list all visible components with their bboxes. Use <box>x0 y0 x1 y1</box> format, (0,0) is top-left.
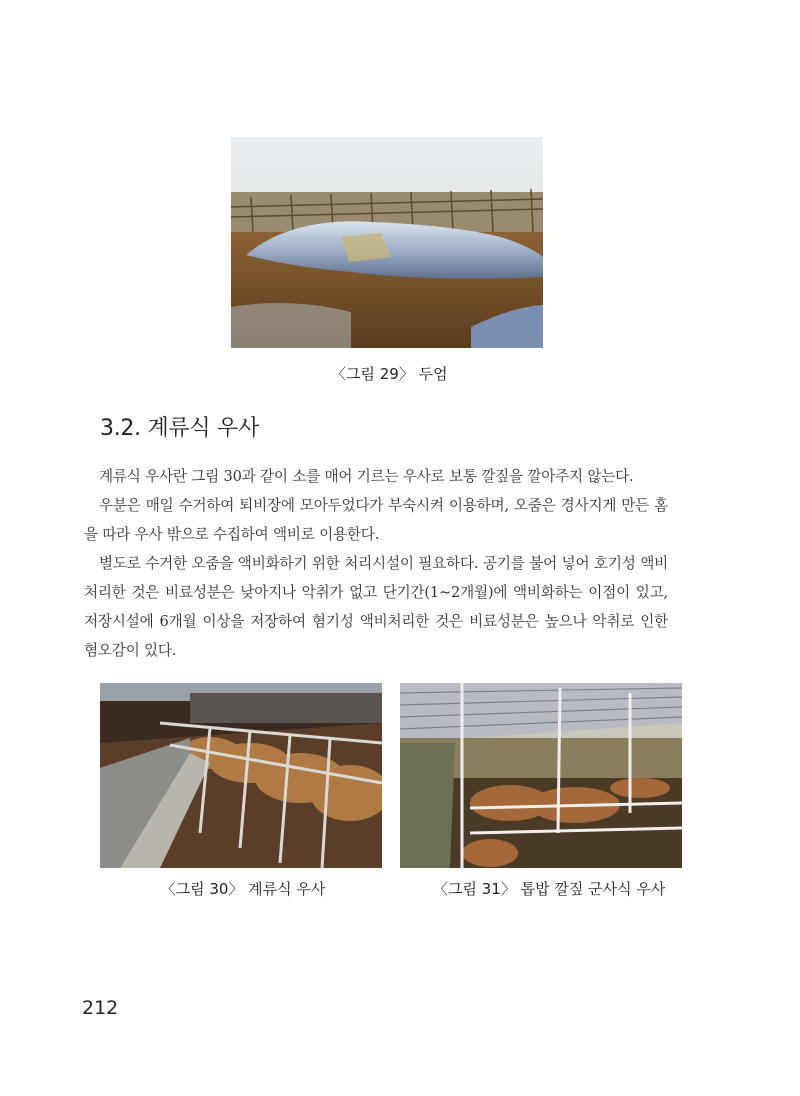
figure-29-caption: 〈그림 29〉 두엄 <box>331 365 448 383</box>
paragraph-3: 별도로 수거한 오줌을 액비화하기 위한 처리시설이 필요하다. 공기를 불어 넣어 호기성 액비처리한 것은 비료성분은 낮아지나 악취가 없고 단기간(1~2개월)에 액비화하는 이점이 있고, 저장시설에 6개월 이상을 저장하여 혐기성 액비처리한 것은 비료성분은 높으나 악취로 인한 혐오감이 있다. <box>84 555 668 659</box>
figure-31-photo <box>400 683 682 868</box>
figure-30-caption: 〈그림 30〉 계류식 우사 <box>160 880 326 898</box>
page-number: 212 <box>82 997 119 1019</box>
body-text <box>84 462 668 665</box>
paragraph-2: 우분은 매일 수거하여 퇴비장에 모아두었다가 부숙시켜 이용하며, 오줌은 경사지게 만든 홈을 따라 우사 밖으로 수집하여 액비로 이용한다. <box>84 497 668 543</box>
figure-30-photo <box>100 683 382 868</box>
section-heading: 3.2. 계류식 우사 <box>100 416 259 441</box>
figure-31-caption: 〈그림 31〉 톱밥 깔짚 군사식 우사 <box>433 880 666 898</box>
paragraph-1: 계류식 우사란 그림 30과 같이 소를 매어 기르는 우사로 보통 깔짚을 깔아주지 않는다. <box>99 468 634 485</box>
figure-29-photo <box>231 137 543 348</box>
